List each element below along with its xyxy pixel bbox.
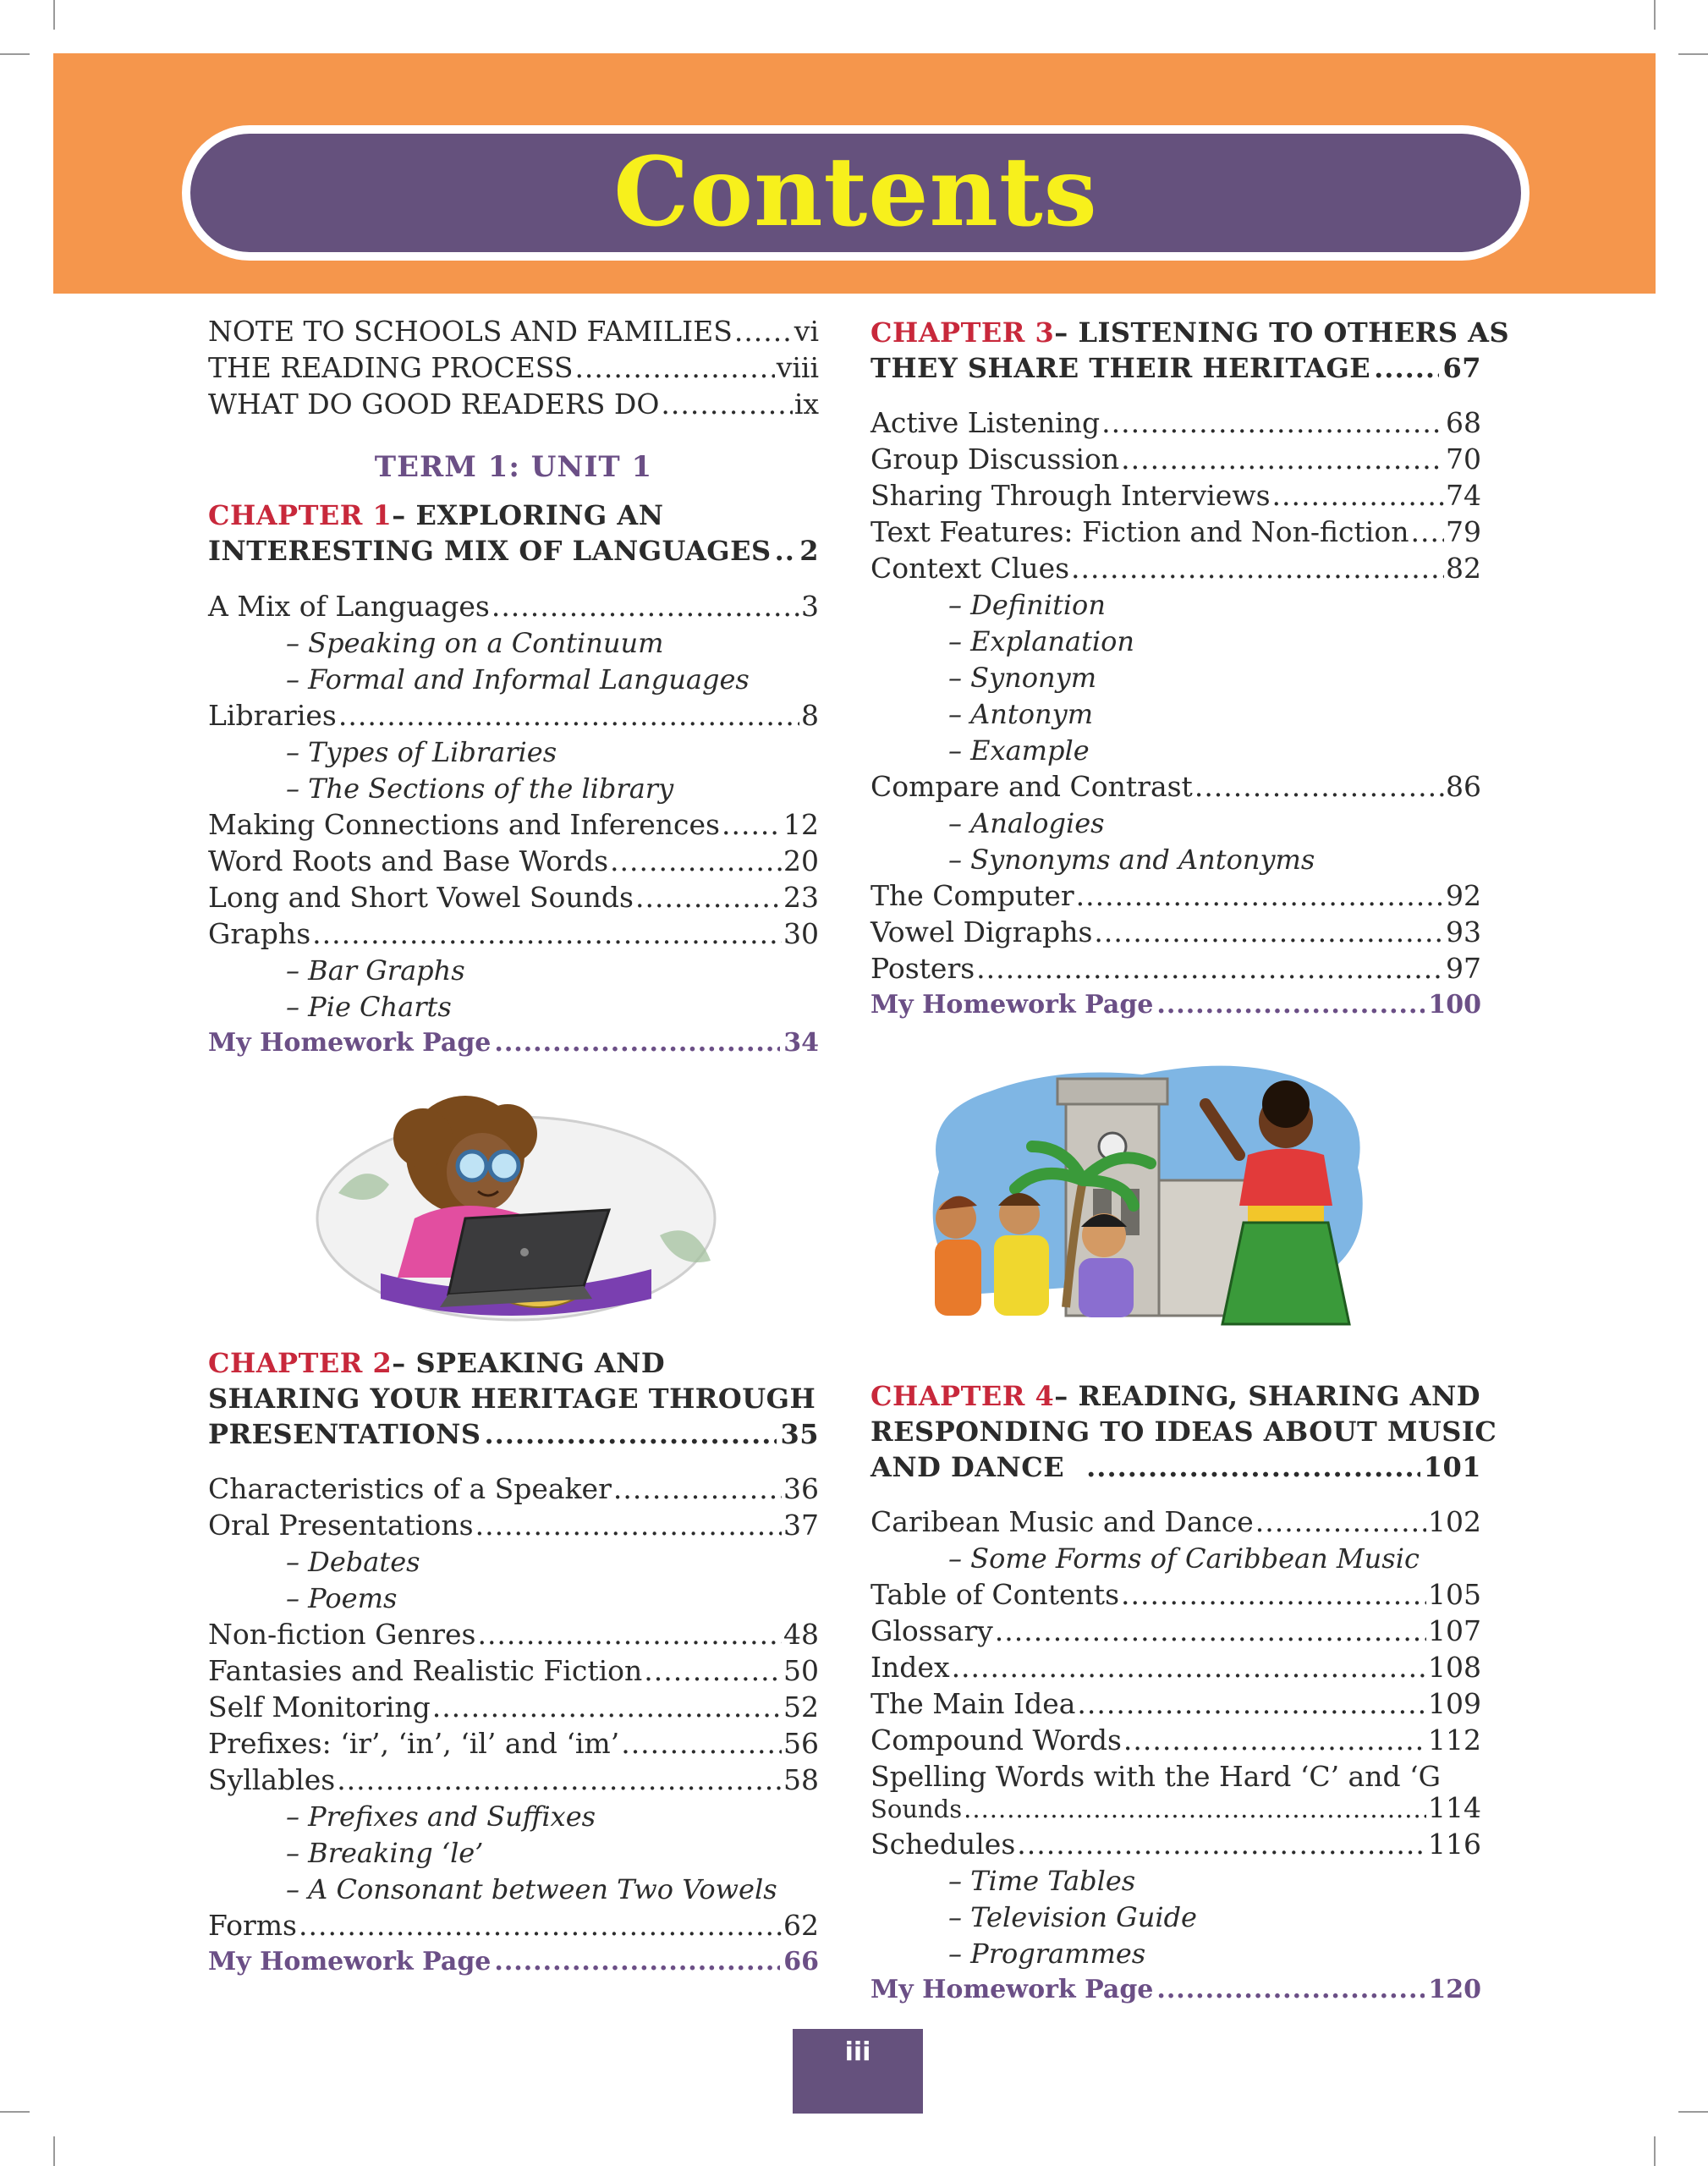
crop-mark: [1654, 2136, 1656, 2166]
term-heading: TERM 1: UNIT 1: [374, 450, 653, 484]
toc-entry[interactable]: Long and Short Vowel Sounds ..... 23: [208, 881, 819, 915]
toc-entry[interactable]: Graphs ..... 30: [208, 917, 819, 951]
toc-entry[interactable]: The Main Idea ..... 109: [870, 1687, 1481, 1721]
toc-subentry[interactable]: – Pie Charts: [286, 991, 452, 1023]
toc-subentry[interactable]: – Antonym: [948, 698, 1094, 730]
toc-entry[interactable]: Schedules ..... 116: [870, 1828, 1481, 1861]
toc-entry[interactable]: Index ..... 108: [870, 1651, 1481, 1685]
toc-entry[interactable]: Compare and Contrast ..... 86: [870, 770, 1481, 804]
toc-subentry[interactable]: – Time Tables: [948, 1865, 1136, 1897]
page-number: iii: [793, 2029, 923, 2114]
toc-entry[interactable]: Characteristics of a Speaker ..... 36: [208, 1472, 819, 1506]
toc-entry[interactable]: NOTE TO SCHOOLS AND FAMILIES ..... vi: [208, 315, 819, 349]
toc-entry[interactable]: Table of Contents ..... 105: [870, 1578, 1481, 1612]
toc-entry[interactable]: The Computer ..... 92: [870, 879, 1481, 913]
toc-entry[interactable]: Text Features: Fiction and Non-fiction ..... 79: [870, 515, 1481, 549]
toc-entry[interactable]: Context Clues ..... 82: [870, 552, 1481, 585]
toc-entry[interactable]: A Mix of Languages ..... 3: [208, 590, 819, 624]
toc-subentry[interactable]: – Analogies: [948, 807, 1105, 839]
toc-entry[interactable]: Sounds ..... 114: [870, 1791, 1481, 1826]
toc-subentry[interactable]: – Poems: [286, 1582, 398, 1614]
crop-mark: [1678, 53, 1708, 55]
crop-mark: [0, 2111, 30, 2113]
toc-entry[interactable]: Oral Presentations ..... 37: [208, 1509, 819, 1542]
toc-subentry[interactable]: – Explanation: [948, 625, 1135, 657]
crop-mark: [1678, 2111, 1708, 2113]
toc-subentry[interactable]: – Some Forms of Caribbean Music: [948, 1542, 1420, 1575]
chapter-heading[interactable]: CHAPTER 3 – LISTENING TO OTHERS AS THEY SHARE THEIR HERITAGE ..... 67: [870, 315, 1481, 386]
toc-subentry[interactable]: – Debates: [286, 1546, 420, 1578]
crop-mark: [53, 0, 55, 30]
toc-subentry[interactable]: – Example: [948, 734, 1090, 767]
toc-entry[interactable]: Sharing Through Interviews ..... 74: [870, 479, 1481, 513]
toc-entry[interactable]: Fantasies and Realistic Fiction ..... 50: [208, 1654, 819, 1688]
toc-entry[interactable]: Caribean Music and Dance ..... 102: [870, 1505, 1481, 1539]
homework-link[interactable]: My Homework Page ..... 100: [870, 988, 1481, 1022]
toc-subentry[interactable]: – Synonyms and Antonyms: [948, 844, 1315, 876]
toc-subentry[interactable]: – Formal and Informal Languages: [286, 663, 750, 695]
toc-subentry[interactable]: – Breaking ‘le’: [286, 1837, 484, 1869]
toc-entry[interactable]: Syllables ..... 58: [208, 1763, 819, 1797]
homework-link[interactable]: My Homework Page ..... 34: [208, 1026, 819, 1060]
toc-subentry[interactable]: – The Sections of the library: [286, 772, 674, 805]
toc-entry[interactable]: Group Discussion ..... 70: [870, 443, 1481, 476]
chapter-heading[interactable]: CHAPTER 1 – EXPLORING AN INTERESTING MIX OF LANGUAGES ..... 2: [208, 498, 819, 569]
title-banner: [182, 125, 1530, 261]
toc-subentry[interactable]: – Types of Libraries: [286, 736, 557, 768]
toc-entry-line[interactable]: Spelling Words with the Hard ‘C’ and ‘G: [870, 1760, 1441, 1793]
toc-entry[interactable]: Active Listening ..... 68: [870, 406, 1481, 440]
homework-link[interactable]: My Homework Page ..... 66: [208, 1945, 819, 1979]
toc-subentry[interactable]: – Television Guide: [948, 1901, 1197, 1933]
toc-entry[interactable]: Prefixes: ‘ir’, ‘in’, ‘il’ and ‘im’ ..... 56: [208, 1727, 819, 1761]
toc-entry[interactable]: Word Roots and Base Words ..... 20: [208, 844, 819, 878]
crop-mark: [53, 2136, 55, 2166]
toc-subentry[interactable]: – A Consonant between Two Vowels: [286, 1873, 777, 1905]
toc-entry[interactable]: Compound Words ..... 112: [870, 1723, 1481, 1757]
toc-entry[interactable]: Posters ..... 97: [870, 952, 1481, 986]
toc-subentry[interactable]: – Programmes: [948, 1938, 1146, 1970]
toc-entry[interactable]: Glossary ..... 107: [870, 1614, 1481, 1648]
toc-entry[interactable]: Forms ..... 62: [208, 1909, 819, 1943]
crop-mark: [0, 53, 30, 55]
toc-entry[interactable]: Making Connections and Inferences ..... 12: [208, 808, 819, 842]
tour-guide-illustration: [914, 1053, 1404, 1358]
toc-entry[interactable]: THE READING PROCESS ..... viii: [208, 351, 819, 385]
toc-entry[interactable]: WHAT DO GOOD READERS DO ..... ix: [208, 388, 819, 421]
homework-link[interactable]: My Homework Page ..... 120: [870, 1973, 1481, 2007]
crop-mark: [1654, 0, 1656, 30]
toc-subentry[interactable]: – Speaking on a Continuum: [286, 627, 664, 659]
toc-subentry[interactable]: – Synonym: [948, 662, 1097, 694]
toc-subentry[interactable]: – Definition: [948, 589, 1106, 621]
page-title: Contents: [613, 137, 1098, 248]
toc-entry[interactable]: Self Monitoring ..... 52: [208, 1690, 819, 1724]
toc-subentry[interactable]: – Prefixes and Suffixes: [286, 1800, 596, 1833]
chapter-heading[interactable]: CHAPTER 2 – SPEAKING AND SHARING YOUR HERITAGE THROUGH PRESENTATIONS ..... 35: [208, 1345, 819, 1452]
chapter-heading[interactable]: CHAPTER 4 – READING, SHARING AND RESPONDING TO IDEAS ABOUT MUSIC AND DANCE ..... 101: [870, 1378, 1481, 1485]
toc-subentry[interactable]: – Bar Graphs: [286, 954, 465, 987]
toc-entry[interactable]: Non-fiction Genres ..... 48: [208, 1618, 819, 1652]
toc-entry[interactable]: Libraries ..... 8: [208, 699, 819, 733]
girl-laptop-illustration: [305, 1091, 728, 1328]
toc-entry[interactable]: Vowel Digraphs ..... 93: [870, 915, 1481, 949]
